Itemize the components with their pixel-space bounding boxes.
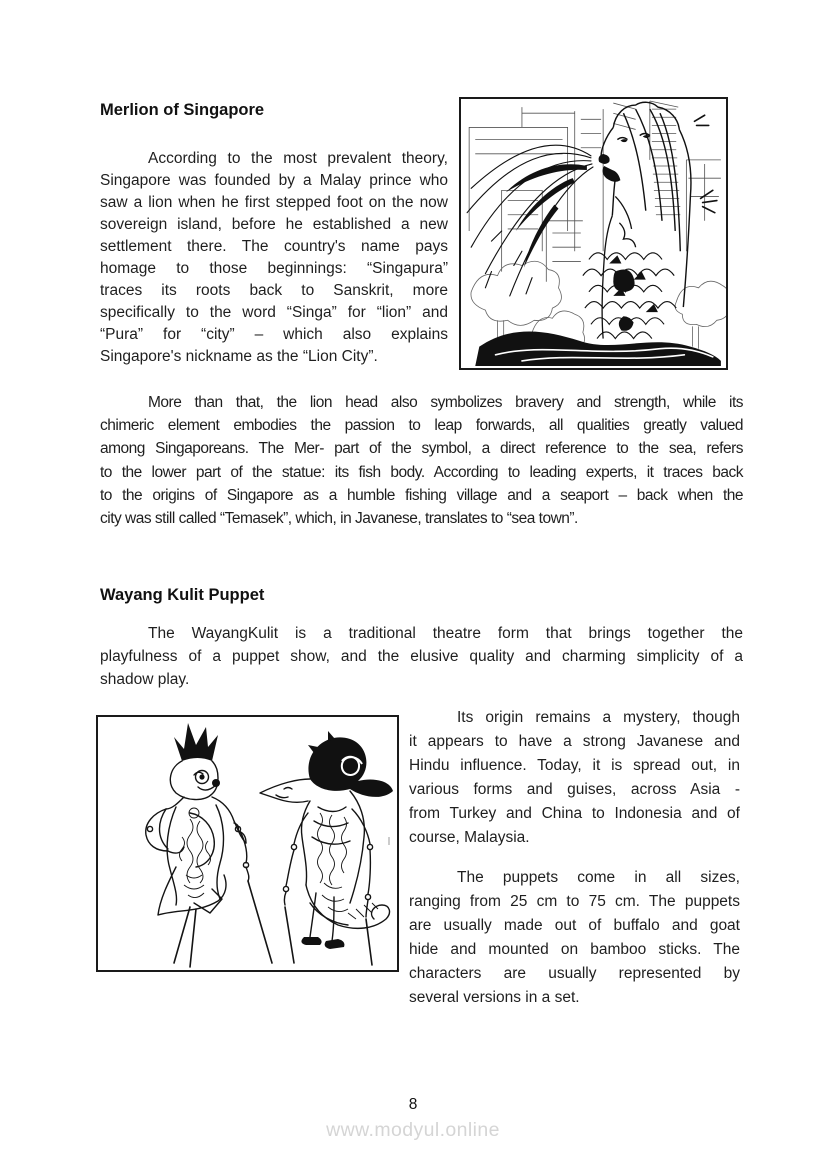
wayang-paragraph-3: The puppets come in all sizes, ranging from 25 cm to 75 cm. The puppets are usually made out of buffalo and goat hide and mounted on bamboo sticks. The characters are usually represented by several versions in a set. bbox=[409, 869, 740, 1006]
heading-wayang: Wayang Kulit Puppet bbox=[100, 586, 265, 604]
wayang-paragraph-1: The WayangKulit is a traditional theatre form that brings together the playfulness of a puppet show, and the elusive quality and charming simplicity of a shadow play. bbox=[100, 625, 743, 689]
watermark-text: www.modyul.online bbox=[326, 1119, 500, 1141]
merlion-figure bbox=[459, 97, 728, 370]
wayang-figure bbox=[96, 715, 399, 972]
wayang-paragraph-2: Its origin remains a mystery, though it appears to have a strong Javanese and Hindu influence. Today, it is spread out, in various forms and guises, across Asia - from Turkey and China to Indonesia and of course, Malaysia. bbox=[409, 709, 740, 846]
heading-merlion: Merlion of Singapore bbox=[100, 101, 265, 119]
wayang-kulit-illustration bbox=[98, 717, 397, 970]
merlion-paragraph-2: More than that, the lion head also symbolizes bravery and strength, while its chimeric element embodies the passion to leap forwards, all qualities greatly valued among Singaporeans. The Mer- part of the symbol, a direct reference to the sea, refers to the lower part of the statue: its fish body. According to leading experts, it traces back to the origins of Singapore as a humble fishing village and a seaport – back when the city was still called “Temasek”, which, in Javanese, translates to “sea town”. bbox=[100, 394, 743, 528]
merlion-paragraph-1: According to the most prevalent theory, Singapore was founded by a Malay prince who saw a lion when he first stepped foot on the now sovereign island, before he established a new settlement there. The country's name pays homage to those beginnings: “Singapura” traces its roots back to Sanskrit, more specifically to the word “Singa” for “lion” and “Pura” for “city” – which also explains Singapore's nickname as the “Lion City”. bbox=[100, 150, 448, 365]
page-number: 8 bbox=[408, 1096, 418, 1113]
merlion-illustration bbox=[461, 99, 726, 368]
